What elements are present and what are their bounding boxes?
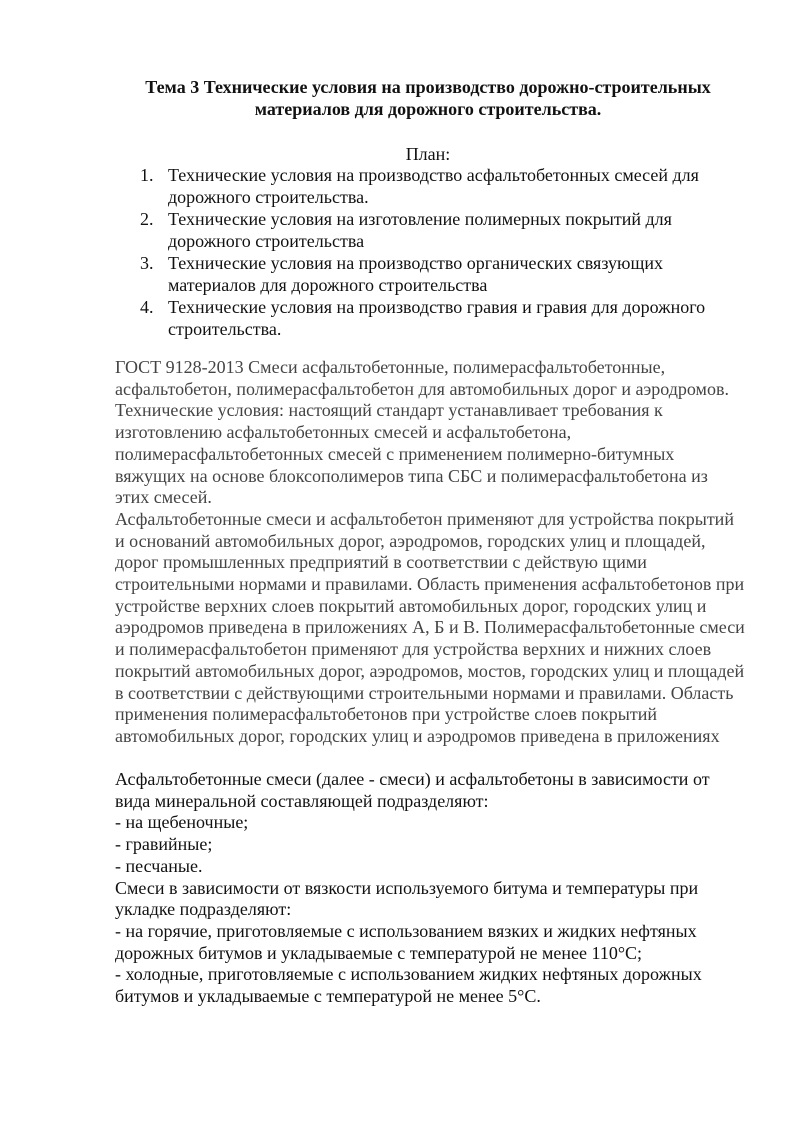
mineral-type-item: - песчаные. xyxy=(115,855,203,876)
plan-item-number: 1. xyxy=(140,165,154,185)
plan-item-number: 4. xyxy=(140,297,154,317)
plan-item-text: Технические условия на производство органических связующих материалов для дорожного строительства xyxy=(168,253,663,295)
plan-item-3 xyxy=(140,252,740,296)
application-paragraph: Асфальтобетонные смеси и асфальтобетон применяют для устройства покрытий и оснований автомобильных дорог, аэродромов, городских улиц и площадей, дорог промышленных предприятий в соответствии с действую щими строительными нормами и правилами. Область применения асфальтобетонов при устройстве верхних слоев покрытий автомобильных дорог, городских улиц и аэродромов приведена в приложениях А, Б и В. Полимерасфальтобетонные смеси и полимерасфальтобетон применяют для устройства верхних и нижних слоев покрытий автомобильных дорог, аэродромов, мостов, городских улиц и площадей в соответствии с действующими строительными нормами и правилами. Область применения полимерасфальтобетонов при устройстве слоев покрытий автомобильных дорог, городских улиц и аэродромов приведена в приложениях xyxy=(115,508,745,746)
plan-item-text: Технические условия на производство гравия и гравия для дорожного строительства. xyxy=(168,297,706,339)
plan-item-2 xyxy=(140,208,740,252)
document-title: Тема 3 Технические условия на производство дорожно-строительных материалов для дорожного строительства. xyxy=(145,77,711,119)
plan-item-text: Технические условия на изготовление полимерных покрытий для дорожного строительства xyxy=(168,209,672,251)
plan-item-4 xyxy=(140,296,740,340)
cold-mix-item: - холодные, приготовляемые с использованием жидких нефтяных дорожных битумов и укладываемые с температурой не менее 5°С. xyxy=(115,964,702,1007)
mineral-type-item: - гравийные; xyxy=(115,834,213,855)
classification-intro: Асфальтобетонные смеси (далее - смеси) и асфальтобетоны в зависимости от вида минеральной составляющей подразделяют: xyxy=(115,769,710,811)
viscosity-intro: Смеси в зависимости от вязкости используемого битума и температуры при укладке подразделяют: xyxy=(115,877,699,920)
plan-heading: План: xyxy=(405,144,451,164)
hot-mix-item: - на горячие, приготовляемые с использованием вязких и жидких нефтяных дорожных битумов и укладываемые с температурой не менее 110°С; xyxy=(115,920,697,963)
plan-list xyxy=(140,164,740,340)
plan-item-number: 3. xyxy=(140,253,154,273)
plan-item-1 xyxy=(140,164,740,208)
plan-item-text: Технические условия на производство асфальтобетонных смесей для дорожного строительства. xyxy=(168,165,699,207)
classification-section xyxy=(115,769,745,1008)
standard-section xyxy=(115,357,745,748)
gost-paragraph: ГОСТ 9128-2013 Смеси асфальтобетонные, полимерасфальтобетонные, асфальтобетон, полимерасфальтобетон для автомобильных дорог и аэродромов. Технические условия: настоящий стандарт устанавливает требования к изготовлению асфальтобетонных смесей и асфальтобетона, полимерасфальтобетонных смесей с применением полимерно-битумных вяжущих на основе блоксополимеров типа СБС и полимерасфальтобетона из этих смесей. xyxy=(115,357,729,508)
plan-item-number: 2. xyxy=(140,209,154,229)
mineral-type-item: - на щебеночные; xyxy=(115,812,249,833)
